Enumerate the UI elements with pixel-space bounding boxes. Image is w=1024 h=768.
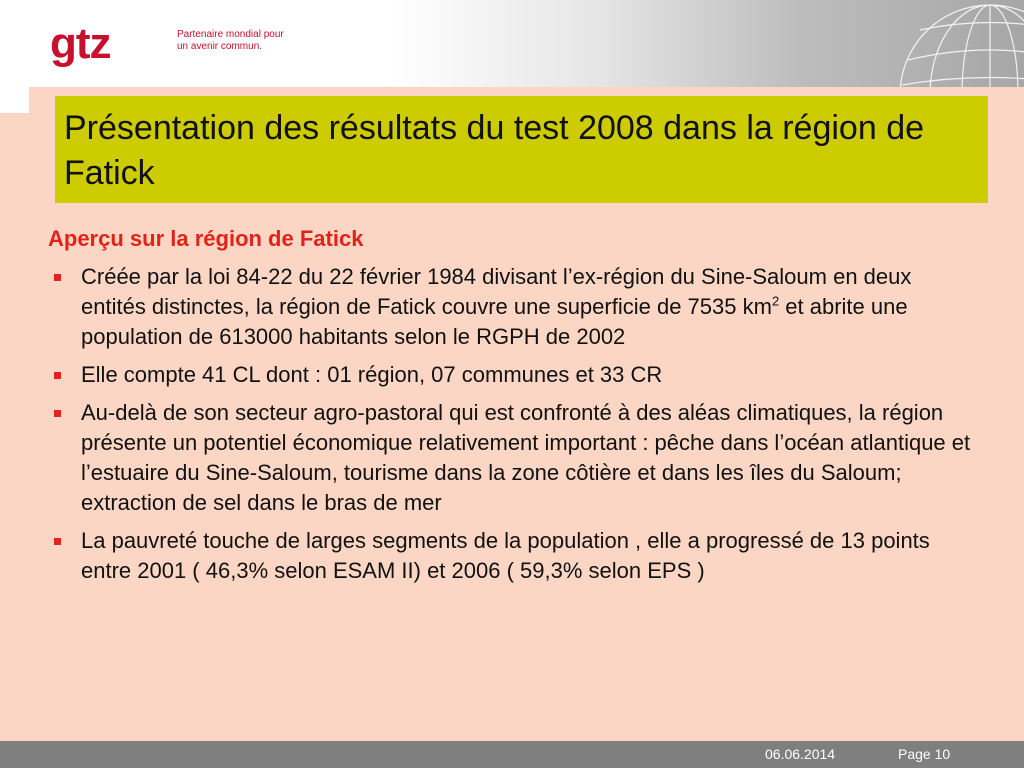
title-box (55, 96, 988, 203)
header-band (0, 0, 1024, 87)
tagline-line-2: un avenir commun. (177, 41, 263, 52)
bullet-text: La pauvreté touche de larges segments de la population , elle a progressé de 13 points entre 2001 ( 46,3% selon ESAM II) et 2006 ( 59,3% selon EPS ) (81, 528, 930, 583)
tagline-line-1: Partenaire mondial pour (177, 29, 284, 40)
bullet-square-icon (54, 372, 61, 379)
globe-icon (890, 0, 1024, 87)
bullet-text: Elle compte 41 CL dont : 01 région, 07 communes et 33 CR (81, 362, 663, 387)
logo-tagline (177, 29, 317, 53)
footer-date: 06.06.2014 (765, 746, 836, 762)
slide-title: Présentation des résultats du test 2008 dans la région de Fatick (64, 109, 925, 192)
bullet-square-icon (54, 410, 61, 417)
bullet-text-part: et abrite une population de 613000 habitants selon le RGPH de 2002 (81, 294, 908, 349)
superscript: 2 (771, 293, 780, 309)
bullet-item (48, 398, 973, 518)
page-number: Page 10 (898, 746, 951, 762)
bullet-text-part: Créée par la loi 84-22 du 22 février 1984 divisant l’ex-région du Sine-Saloum en deux entités distinctes, la région de Fatick couvre une superficie de 7535 km (81, 264, 912, 319)
bullet-item (48, 360, 973, 390)
bullet-item (48, 262, 973, 352)
bullet-square-icon (54, 274, 61, 281)
footer-bar (0, 741, 1024, 768)
bullet-list (48, 262, 973, 594)
bullet-item (48, 526, 973, 586)
bullet-text: Au-delà de son secteur agro-pastoral qui est confronté à des aléas climatiques, la région présente un potentiel économique relativement important : pêche dans l’océan atlantique et l’estuaire du Sine-Saloum, tourisme dans la zone côtière et dans les îles du Saloum; extraction de sel dans le bras de mer (81, 400, 971, 515)
header-strip (0, 87, 29, 113)
section-subtitle: Aperçu sur la région de Fatick (48, 226, 364, 251)
bullet-square-icon (54, 538, 61, 545)
logo-wordmark: gtz (50, 19, 111, 68)
